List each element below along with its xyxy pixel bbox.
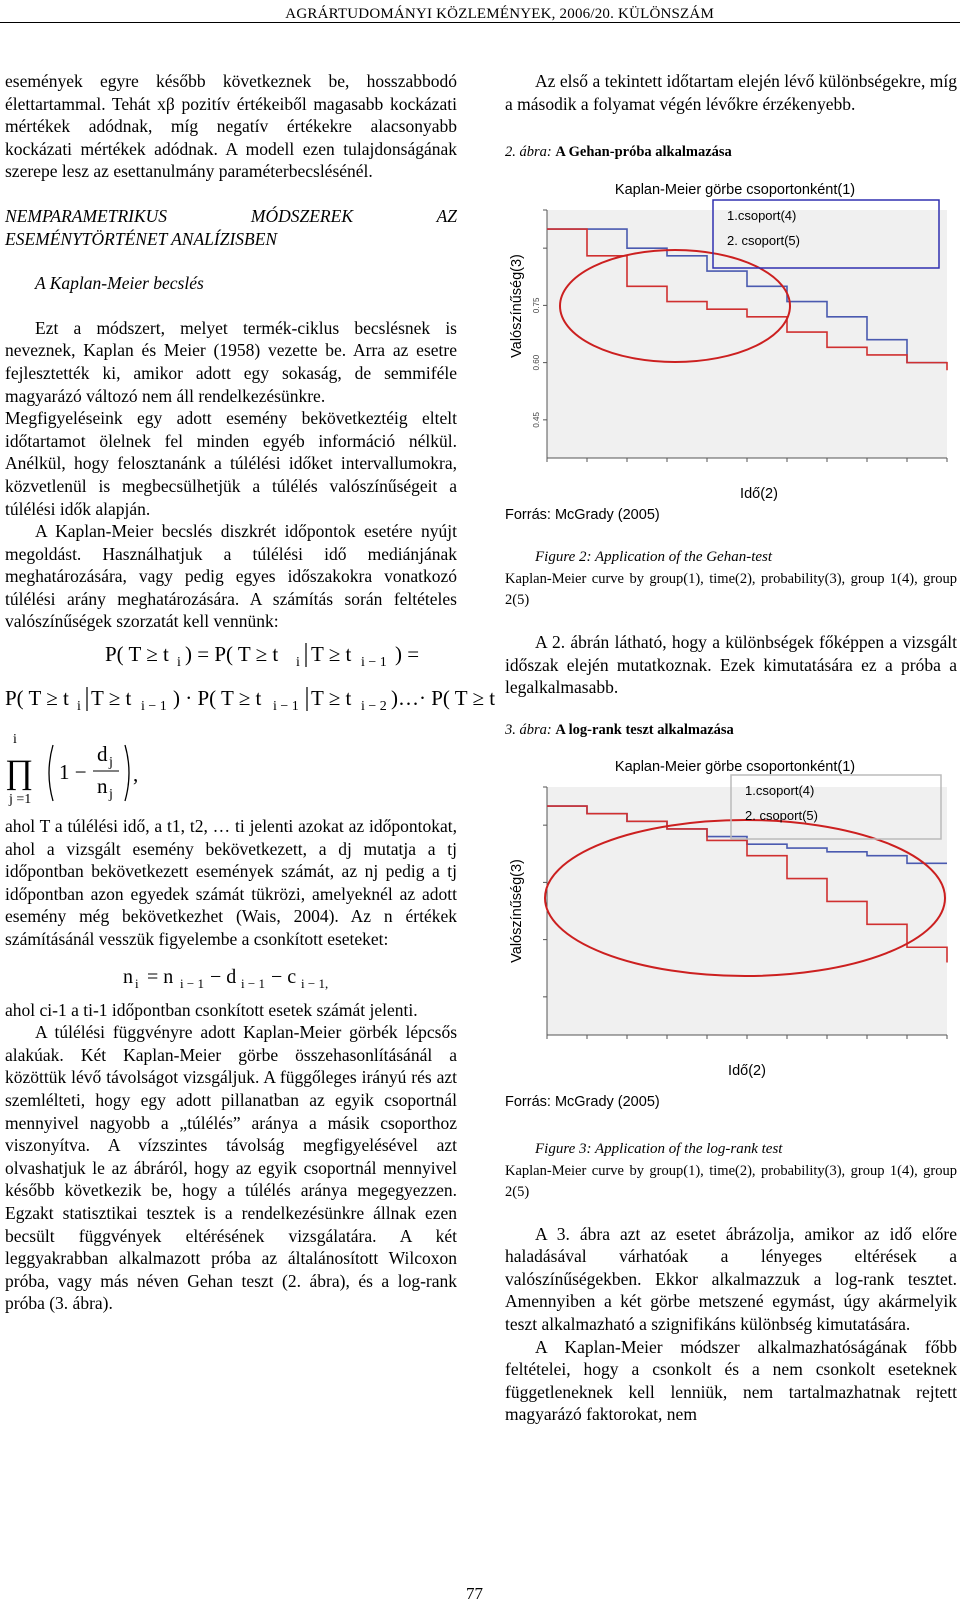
svg-text:n: n bbox=[97, 774, 108, 799]
svg-text:1 −: 1 − bbox=[59, 760, 87, 785]
paragraph: Az első a tekintett időtartam elején lévő különbségekre, míg a második a folyamat végén lévőkre érzékenyebb. bbox=[505, 71, 957, 114]
svg-text:i: i bbox=[135, 975, 139, 991]
figure-3-english-caption: Figure 3: Application of the log-rank test bbox=[535, 1140, 783, 1157]
figure-2-description: Kaplan-Meier curve by group(1), time(2), probability(3), group 1(4), group 2(5) bbox=[505, 570, 957, 608]
svg-text:i − 1: i − 1 bbox=[141, 699, 167, 715]
figure-title: A Gehan-próba alkalmazása bbox=[555, 144, 732, 161]
svg-text:∏: ∏ bbox=[5, 754, 33, 792]
svg-text:i: i bbox=[296, 655, 300, 671]
formula-product bbox=[5, 732, 138, 807]
chart-title: Kaplan-Meier görbe csoportonként(1) bbox=[614, 181, 856, 198]
journal-title: AGRÁRTUDOMÁNYI KÖZLEMÉNYEK, 2006/20. KÜLÖNSZÁM bbox=[285, 6, 714, 22]
svg-text:i: i bbox=[77, 699, 81, 715]
gehan-chart bbox=[505, 176, 957, 526]
svg-text:i: i bbox=[177, 655, 181, 671]
figure-2 bbox=[505, 176, 957, 526]
page-header bbox=[0, 0, 960, 28]
paragraph: A 3. ábra azt az esetet ábrázolja, amikor az idő előre haladásával várhatóak a lényeges eltérések a valószínűségekben. Ekkor alkalmazzuk a log-rank tesztet. Amennyiben a két görbe metszené egymást, úgy akármelyik teszt alkalmazható a szignifikáns különbség kimutatására. bbox=[505, 1223, 957, 1334]
svg-text:i − 1: i − 1 bbox=[361, 655, 387, 671]
svg-text:i − 1: i − 1 bbox=[180, 975, 204, 991]
paragraph: Megfigyeléseink egy adott esemény bekövetkeztéig eltelt időtartamot ölelnek fel minden egyéb információ nélkül. Anélkül, hogy felosztanánk a túlélési időket intervallumokra, közvetlenül is megbecsülhetjük a túlélés valószínűségeit a túlélési idők alapján. bbox=[5, 408, 457, 519]
right-column bbox=[505, 70, 957, 1426]
log-rank-chart bbox=[505, 753, 957, 1103]
figure-3-description: Kaplan-Meier curve by group(1), time(2), probability(3), group 1(4), group 2(5) bbox=[505, 1162, 957, 1200]
figure-2-caption bbox=[505, 141, 957, 164]
subsection-heading: A Kaplan-Meier becslés bbox=[35, 273, 204, 294]
svg-text:− d: − d bbox=[210, 965, 237, 988]
paragraph: A túlélési függvényre adott Kaplan-Meier görbék lépcsős alakúak. Két Kaplan-Meier görbe összehasonlításánál a közöttük lévő távolságot vizsgáljuk. A függőleges irányú rés azt szemlélteti, hogy egy adott pillanatban az egyik csoportnál mennyivel nagyobb a „túlélés” aránya a másik csoporthoz viszonyítva. A vízszintes távolság megfigyelésével azt olvashatjuk le az ábráról, hogy az egyik csoportnál mennyivel később következik be, hogy a túlélés aránya megegyezzen. Egzakt statisztikai tesztek is a rendelkezésünkre állnak ezen becsült függvények eltérésének vizsgálatára. A két leggyakrabban alkalmazott próba az általánosított Wilcoxon próba, vagy más néven Gehan teszt (2. ábra), és a log-rank próba (3. ábra). bbox=[5, 1022, 457, 1314]
plot-area bbox=[547, 787, 947, 1035]
svg-text:i − 1,: i − 1, bbox=[301, 975, 329, 991]
legend-group2: 2. csoport(5) bbox=[745, 808, 818, 824]
censoring-formula bbox=[5, 951, 457, 999]
figure-title: A log-rank teszt alkalmazása bbox=[555, 721, 734, 738]
y-tick-label: 0.45 bbox=[532, 411, 541, 428]
svg-text:j: j bbox=[109, 755, 113, 771]
figure-2-source: Forrás: McGrady (2005) bbox=[505, 506, 660, 523]
paragraph: ahol ci-1 a ti-1 időpontban csonkított esetek számát jelenti. bbox=[5, 999, 418, 1020]
svg-text:d: d bbox=[97, 742, 108, 767]
svg-text:) =: ) = bbox=[395, 642, 420, 667]
formula-line-1 bbox=[105, 642, 419, 670]
figure-number: 2. ábra: bbox=[505, 144, 552, 161]
y-axis-label: Valószínűség(3) bbox=[509, 253, 525, 358]
figure-2-english-caption: Figure 2: Application of the Gehan-test bbox=[535, 549, 773, 566]
legend-group2: 2. csoport(5) bbox=[727, 232, 800, 248]
svg-text:= n: = n bbox=[147, 965, 174, 988]
svg-text:− c: − c bbox=[271, 965, 297, 988]
svg-text:) = P( T ≥ t: ) = P( T ≥ t bbox=[185, 642, 279, 667]
x-axis-label: Idő(2) bbox=[728, 1063, 766, 1080]
svg-text:i − 1: i − 1 bbox=[241, 975, 265, 991]
figure-3-caption bbox=[505, 719, 957, 742]
svg-text:i − 1: i − 1 bbox=[273, 699, 299, 715]
svg-text:j: j bbox=[109, 787, 113, 803]
svg-text:n: n bbox=[123, 965, 133, 988]
svg-text:T ≥ t: T ≥ t bbox=[311, 686, 352, 711]
header-rule bbox=[0, 22, 960, 23]
svg-text:) · P( T ≥ t: ) · P( T ≥ t bbox=[173, 686, 262, 711]
x-axis-label: Idő(2) bbox=[740, 485, 778, 502]
paragraph: A Kaplan-Meier becslés diszkrét időpontok esetére nyújt megoldást. Használhatjuk a túlélési idő mediánjának meghatározására, vagy pedig egyes időszakokra vonatkozó túlélési arány meghatározására. A számítás során feltételes valószínűségek szorzatát kell vennünk: bbox=[5, 521, 457, 632]
legend-group1: 1.csoport(4) bbox=[727, 207, 797, 223]
svg-text:)…· P( T ≥ t: )…· P( T ≥ t bbox=[391, 686, 496, 711]
paragraph: A 2. ábrán látható, hogy a különbségek főképpen a vizsgált időszak elején mutatkoznak. Ezek kimutatására ez a próba a legalkalmasabb. bbox=[505, 631, 957, 698]
section-heading: NEMPARAMETRIKUS MÓDSZEREK AZ ESEMÉNYTÖRTÉNET ANALÍZISBEN bbox=[5, 205, 457, 249]
left-column bbox=[5, 70, 496, 1315]
paragraph: Ezt a módszert, melyet termék-ciklus becslésnek is neveznek, Kaplan és Meier (1958) vezette be. Arra az esetre fejlesztették ki, amikor adott egy sokaság, de semmiféle magyarázó változó nem áll rendelkezésünkre. bbox=[5, 317, 457, 406]
legend-group1: 1.csoport(4) bbox=[745, 783, 815, 799]
svg-text:P( T ≥ t: P( T ≥ t bbox=[5, 686, 69, 711]
paragraph: események egyre később következnek be, hosszabbodó élettartammal. Tehát xβ pozitív értékeiből magasabb kockázati mértékek adódnak, míg negatív értékekre alacsonyabb kockázati mértékek adódnak. A modell ezen tulajdonságának szerepe lesz az esettanulmány paraméterbecslésénél. bbox=[5, 71, 457, 182]
figure-3 bbox=[505, 753, 957, 1103]
svg-text:,: , bbox=[133, 762, 139, 787]
svg-text:i: i bbox=[13, 732, 17, 748]
paragraph: ahol T a túlélési idő, a t1, t2, … ti jelenti azokat az időpontokat, ahol a vizsgált esemény bekövetkezett, a dj mutatja a tj időpontban bekövetkezett események számát, az nj pedig a tj időpontban azon egyedek számát tükrözi, amelyeknél az adott esemény még bekövetkezhet (Wais, 2004). Az n értékek számításánál vesszük figyelembe a csonkított eseteket: bbox=[5, 816, 457, 950]
chart-title: Kaplan-Meier görbe csoportonként(1) bbox=[614, 759, 856, 776]
formula-line-2 bbox=[5, 686, 495, 714]
y-tick-label: 0.60 bbox=[532, 354, 541, 371]
svg-text:T ≥ t: T ≥ t bbox=[311, 642, 352, 667]
figure-3-source: Forrás: McGrady (2005) bbox=[505, 1094, 660, 1111]
svg-text:P( T ≥ t: P( T ≥ t bbox=[105, 642, 169, 667]
paragraph: A Kaplan-Meier módszer alkalmazhatóságának főbb feltételei, hogy a csonkolt és a nem csonkolt eseteknek függetleneknek kell lenniük, nem tartalmazhatnak rejtett magyarázó faktorokat, nem bbox=[505, 1336, 957, 1425]
page-number: 77 bbox=[466, 1584, 483, 1603]
svg-text:i − 2: i − 2 bbox=[361, 699, 387, 715]
svg-text:T ≥ t: T ≥ t bbox=[91, 686, 132, 711]
svg-text:j =1: j =1 bbox=[9, 792, 32, 808]
y-tick-label: 0.75 bbox=[532, 297, 541, 313]
figure-number: 3. ábra: bbox=[505, 721, 552, 738]
kaplan-meier-formula bbox=[5, 633, 496, 815]
y-axis-label: Valószínűség(3) bbox=[509, 859, 525, 964]
